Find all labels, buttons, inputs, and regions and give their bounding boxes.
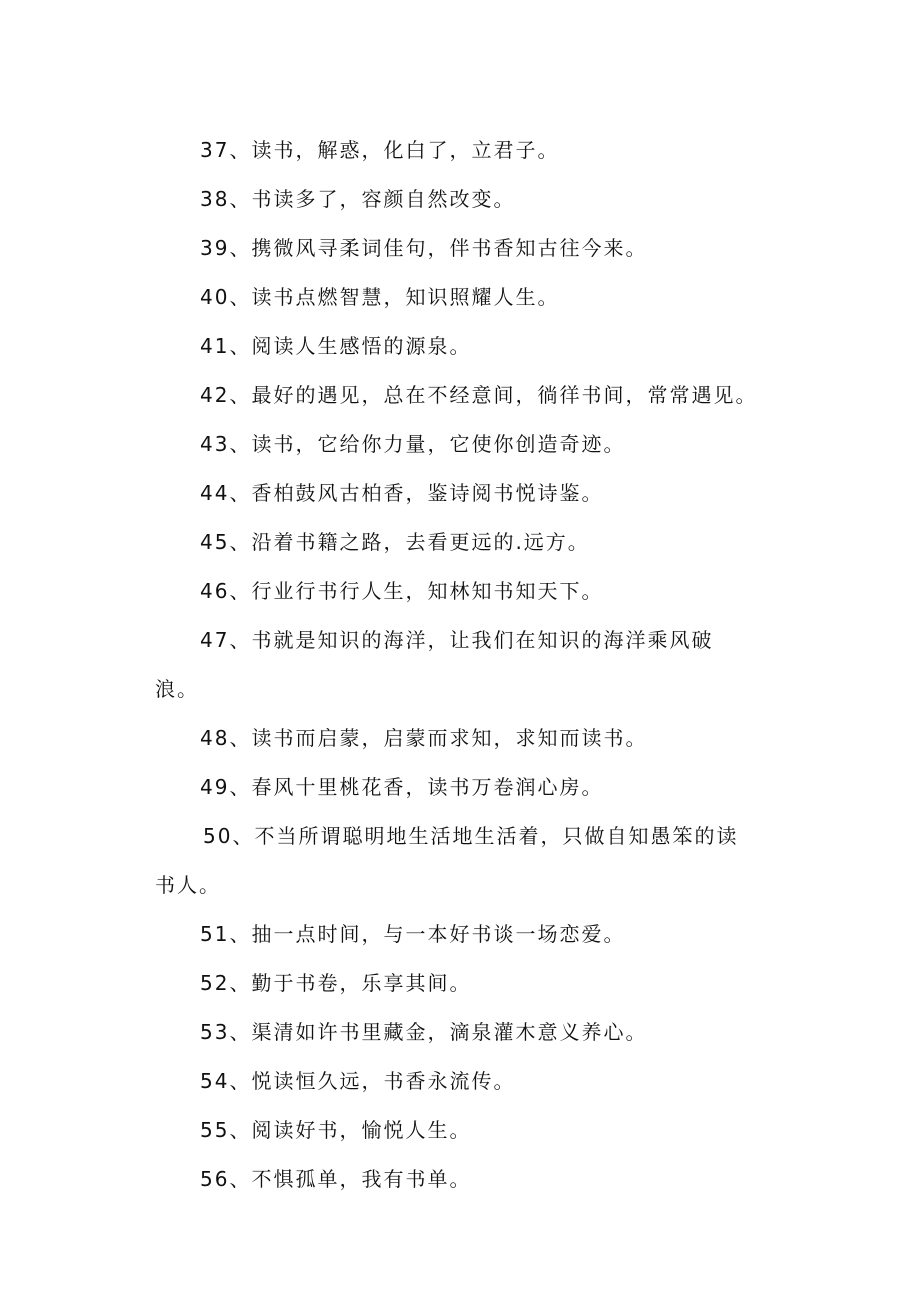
list-item: 45、沿着书籍之路，去看更远的.远方。 bbox=[200, 530, 590, 554]
list-item: 56、不惧孤单，我有书单。 bbox=[200, 1167, 472, 1191]
list-item: 53、渠清如许书里藏金，滴泉灌木意义养心。 bbox=[200, 1020, 648, 1044]
list-item: 39、携微风寻柔词佳句，伴书香知古往今来。 bbox=[200, 236, 648, 260]
list-item-continuation: 浪。 bbox=[155, 677, 199, 701]
list-item: 37、读书，解惑，化白了，立君子。 bbox=[200, 138, 560, 162]
list-item: 41、阅读人生感悟的源泉。 bbox=[200, 334, 472, 358]
list-item: 38、书读多了，容颜自然改变。 bbox=[200, 187, 516, 211]
list-item: 50、不当所谓聪明地生活地生活着，只做自知愚笨的读 bbox=[203, 824, 739, 848]
list-item: 51、抽一点时间，与一本好书谈一场恋爱。 bbox=[200, 922, 626, 946]
list-item: 49、春风十里桃花香，读书万卷润心房。 bbox=[200, 775, 604, 799]
list-item: 47、书就是知识的海洋，让我们在知识的海洋乘风破 bbox=[200, 628, 714, 652]
list-item-continuation: 书人。 bbox=[155, 873, 221, 897]
list-item: 54、悦读恒久远，书香永流传。 bbox=[200, 1069, 516, 1093]
slogan-list bbox=[155, 126, 795, 1204]
list-item: 55、阅读好书，愉悦人生。 bbox=[200, 1118, 472, 1142]
list-item: 43、读书，它给你力量，它使你创造奇迹。 bbox=[200, 432, 626, 456]
list-item: 40、读书点燃智慧，知识照耀人生。 bbox=[200, 285, 560, 309]
list-item: 52、勤于书卷，乐享其间。 bbox=[200, 971, 472, 995]
list-item: 48、读书而启蒙，启蒙而求知，求知而读书。 bbox=[200, 726, 648, 750]
list-item: 46、行业行书行人生，知林知书知天下。 bbox=[200, 579, 604, 603]
list-item: 42、最好的遇见，总在不经意间，徜徉书间，常常遇见。 bbox=[200, 383, 758, 407]
list-item: 44、香柏鼓风古柏香，鉴诗阅书悦诗鉴。 bbox=[200, 481, 604, 505]
